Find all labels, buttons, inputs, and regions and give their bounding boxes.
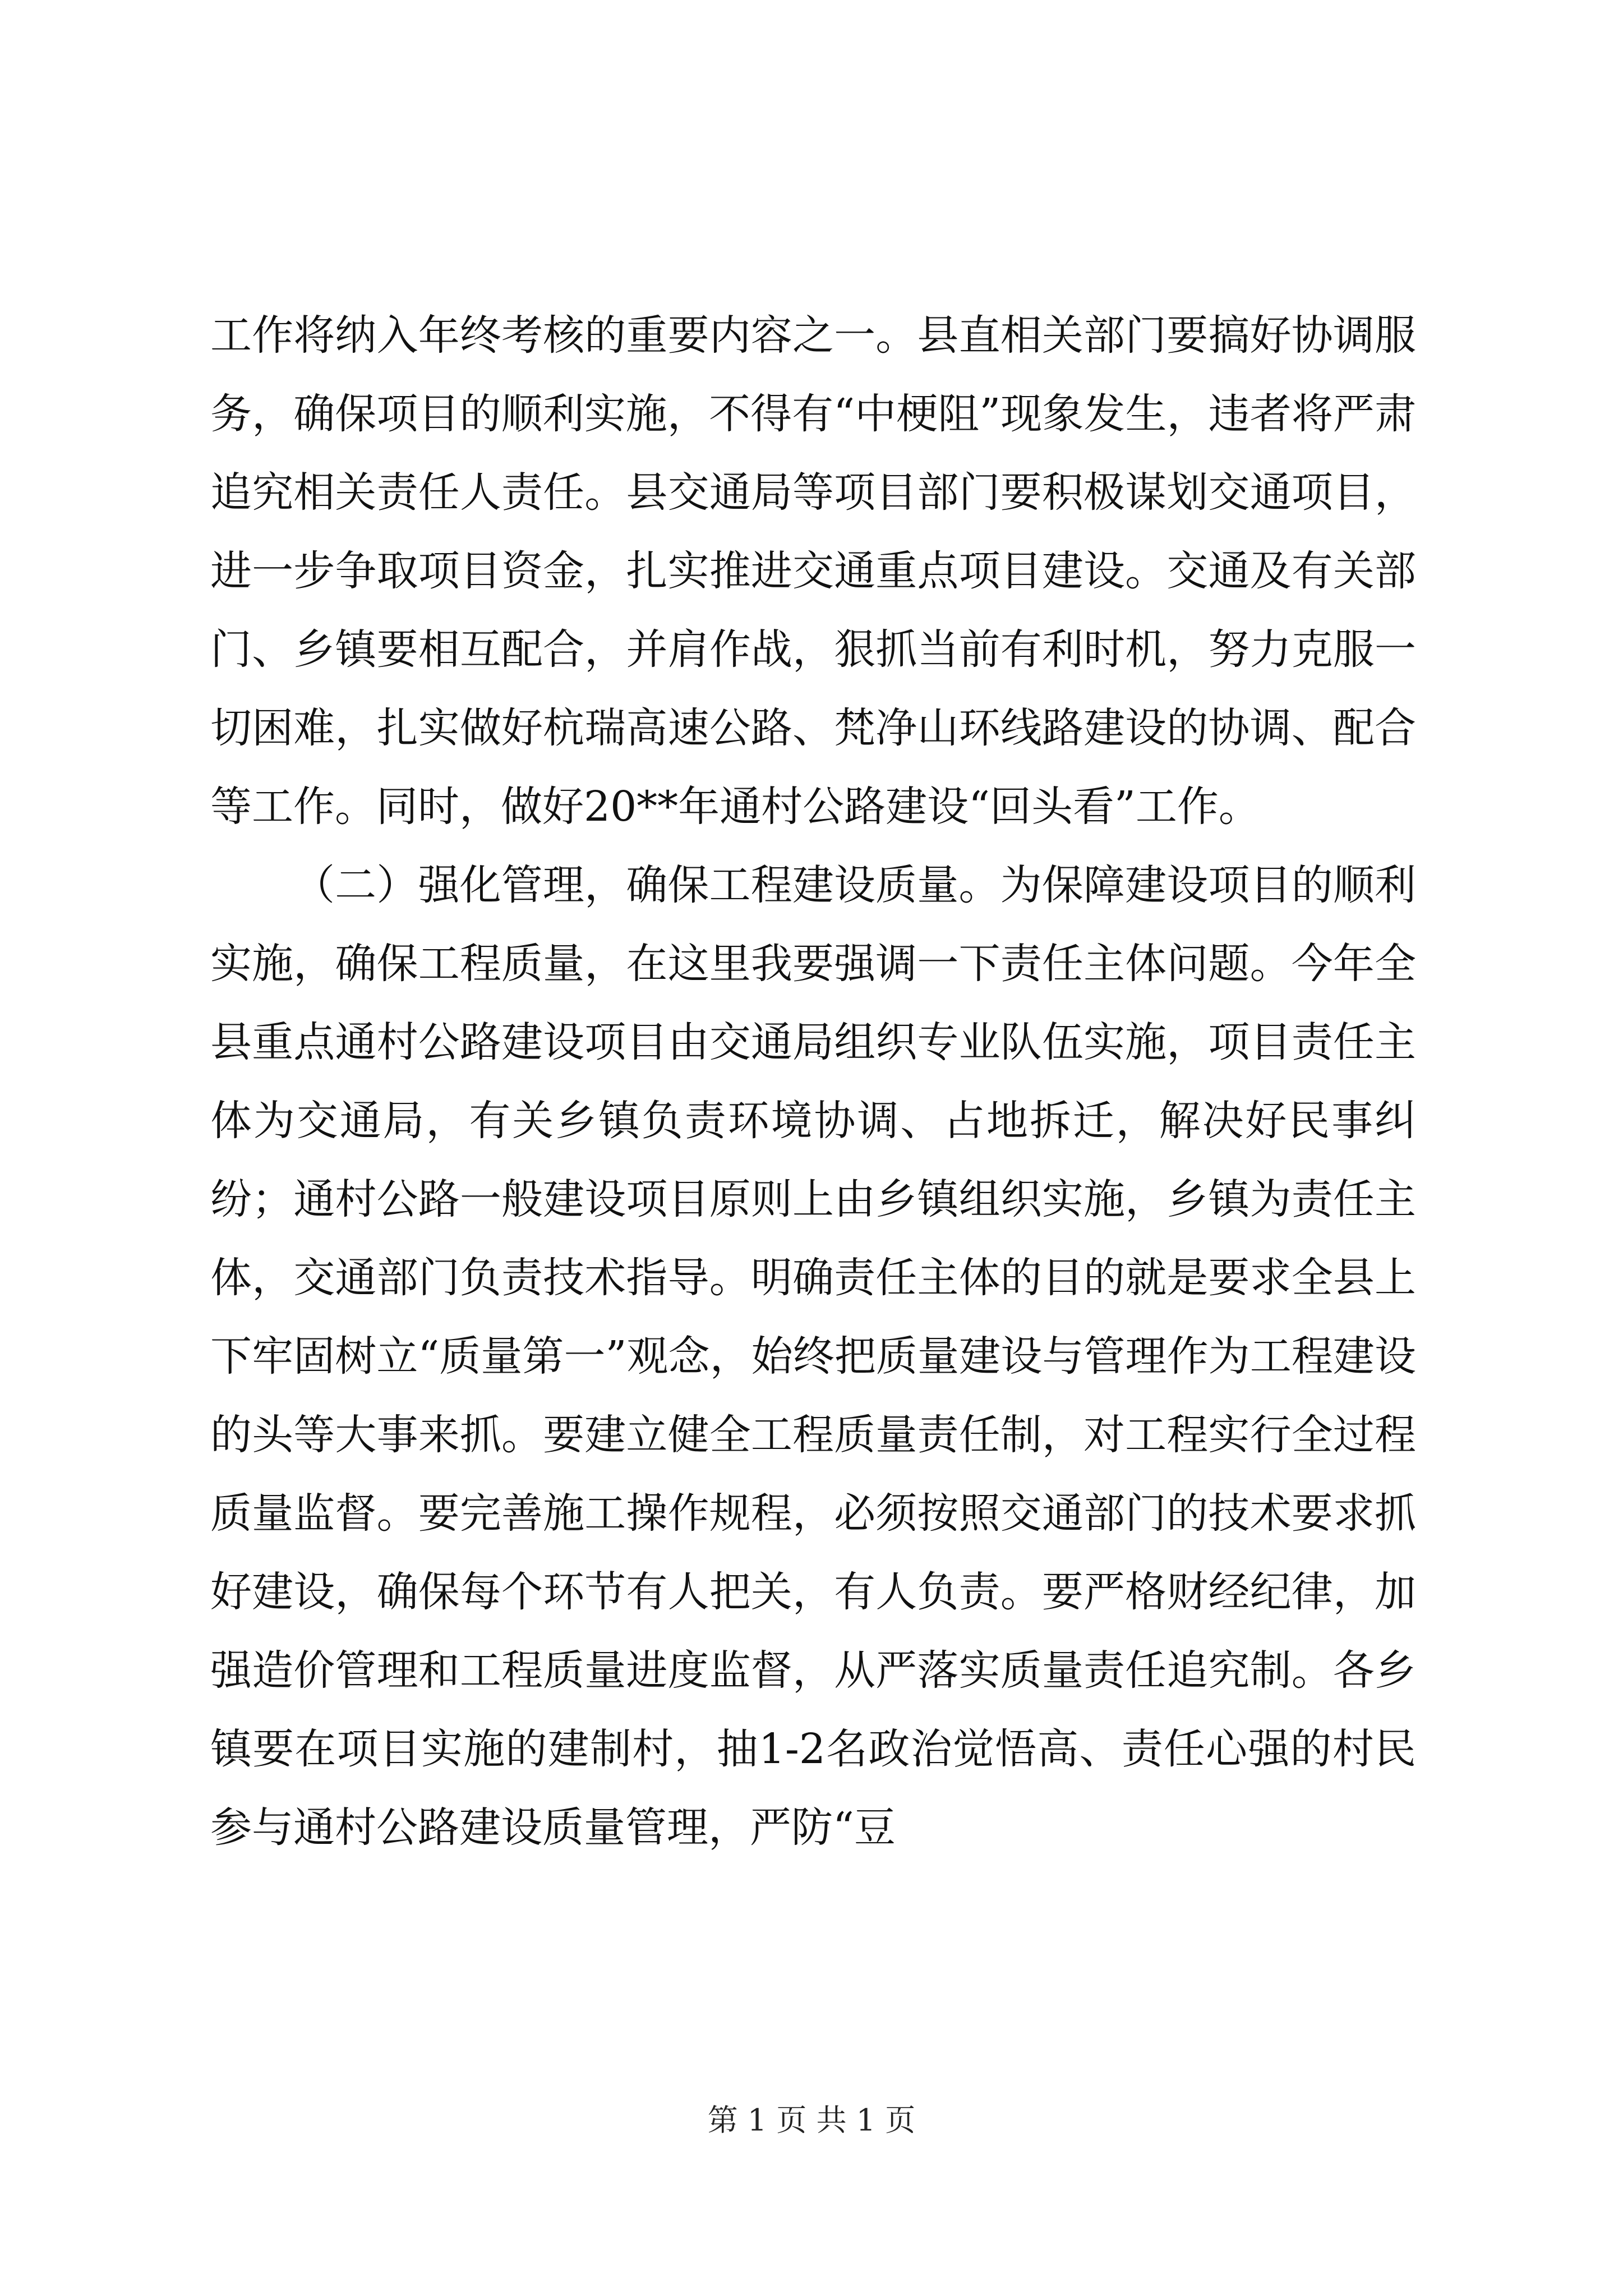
paragraph-1: 工作将纳入年终考核的重要内容之一。县直相关部门要搞好协调服务，确保项目的顺利实施，不得有“中梗阻”现象发生，违者将严肃追究相关责任人责任。县交通局等项目部门要积极谋划交通项目，进一步争取项目资金，扎实推进交通重点项目建设。交通及有关部门、乡镇要相互配合，并肩作战，狠抓当前有利时机，努力克服一切困难，扎实做好杭瑞高速公路、梵净山环线路建设的协调、配合等工作。同时，做好20**年通村公路建设“回头看”工作。 — [210, 311, 1416, 831]
page-footer: 第 1 页 共 1 页 — [707, 2102, 916, 2138]
document-body — [210, 296, 1416, 1867]
paragraph-2: （二）强化管理，确保工程建设质量。为保障建设项目的顺利实施，确保工程质量，在这里我要强调一下责任主体问题。今年全县重点通村公路建设项目由交通局组织专业队伍实施，项目责任主体为交通局，有关乡镇负责环境协调、占地拆迁，解决好民事纠纷；通村公路一般建设项目原则上由乡镇组织实施，乡镇为责任主体，交通部门负责技术指导。明确责任主体的目的就是要求全县上下牢固树立“质量第一”观念，始终把质量建设与管理作为工程建设的头等大事来抓。要建立健全工程质量责任制，对工程实行全过程质量监督。要完善施工操作规程，必须按照交通部门的技术要求抓好建设，确保每个环节有人把关，有人负责。要严格财经纪律，加强造价管理和工程质量进度监督，从严落实质量责任追究制。各乡镇要在项目实施的建制村，抽1-2名政治觉悟高、责任心强的村民参与通村公路建设质量管理，严防“豆 — [210, 861, 1416, 1852]
